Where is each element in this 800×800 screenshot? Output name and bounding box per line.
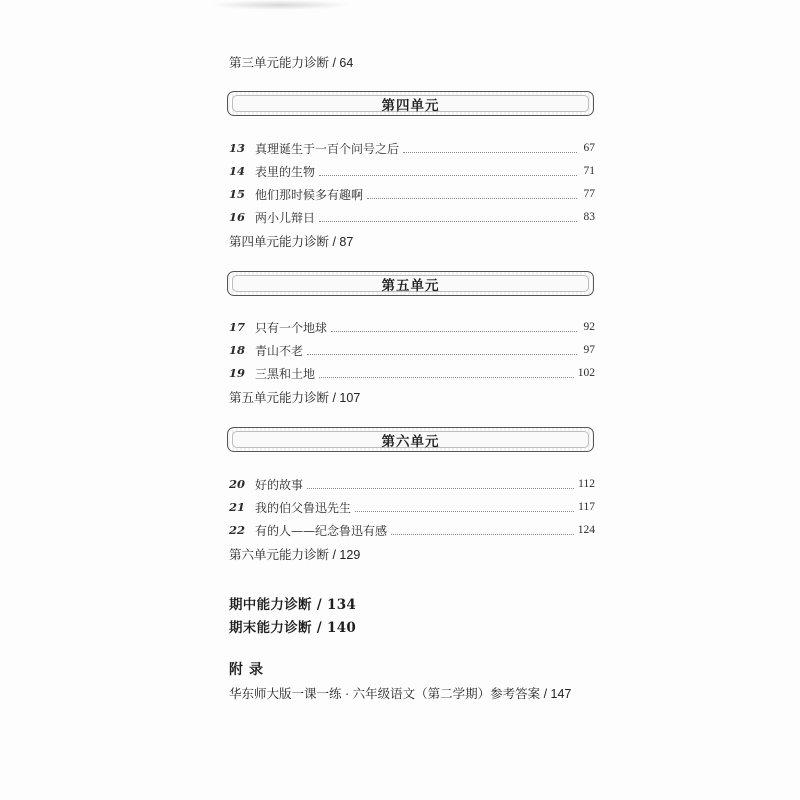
lesson-page-number: 124 bbox=[577, 524, 595, 536]
lesson-number: 17 bbox=[229, 320, 246, 334]
lesson-title: 好的故事 bbox=[255, 477, 304, 492]
lesson-number: 19 bbox=[229, 366, 246, 380]
dot-leader bbox=[307, 480, 574, 489]
lesson-number: 13 bbox=[229, 141, 246, 155]
answer-key-entry[interactable]: 华东师大版一课一练 · 六年级语文（第二学期）参考答案 / 147 bbox=[229, 687, 572, 701]
unit5-diagnosis-entry[interactable]: 第五单元能力诊断 / 107 bbox=[229, 391, 361, 405]
lesson-page-number: 102 bbox=[577, 367, 595, 379]
lesson-title: 只有一个地球 bbox=[255, 320, 328, 335]
lesson-page-number: 83 bbox=[583, 211, 595, 223]
unit4-diagnosis-entry[interactable]: 第四单元能力诊断 / 87 bbox=[229, 235, 354, 249]
lesson-page-number: 77 bbox=[583, 188, 595, 200]
lesson-title: 青山不老 bbox=[255, 343, 304, 358]
unit6-title: 第六单元 bbox=[381, 433, 440, 450]
lesson-15-entry[interactable] bbox=[229, 186, 595, 202]
lesson-20-entry[interactable] bbox=[229, 476, 595, 492]
lesson-title: 我的伯父鲁迅先生 bbox=[255, 500, 352, 515]
lesson-18-entry[interactable] bbox=[229, 342, 595, 358]
lesson-title: 真理诞生于一百个问号之后 bbox=[255, 141, 400, 156]
unit5-title: 第五单元 bbox=[381, 277, 440, 294]
scan-shadow bbox=[210, 0, 350, 10]
final-diagnosis-entry[interactable]: 期末能力诊断 / 140 bbox=[229, 620, 357, 636]
lesson-number: 21 bbox=[229, 500, 246, 514]
lesson-page-number: 117 bbox=[578, 501, 595, 513]
lesson-page-number: 97 bbox=[583, 344, 595, 356]
dot-leader bbox=[355, 503, 574, 512]
dot-leader bbox=[307, 346, 577, 355]
dot-leader bbox=[331, 323, 577, 332]
dot-leader bbox=[367, 190, 577, 199]
unit4-banner bbox=[227, 91, 594, 116]
lesson-13-entry[interactable] bbox=[229, 140, 595, 156]
lesson-title: 他们那时候多有趣啊 bbox=[255, 187, 364, 202]
unit6-banner bbox=[227, 427, 594, 452]
lesson-number: 14 bbox=[229, 164, 246, 178]
lesson-19-entry[interactable] bbox=[229, 365, 595, 381]
lesson-page-number: 67 bbox=[583, 142, 595, 154]
lesson-number: 20 bbox=[229, 477, 246, 491]
appendix-heading: 附录 bbox=[229, 662, 269, 678]
lesson-14-entry[interactable] bbox=[229, 163, 595, 179]
lesson-title: 两小儿辩日 bbox=[255, 210, 316, 225]
dot-leader bbox=[319, 213, 577, 222]
lesson-page-number: 112 bbox=[578, 478, 595, 490]
dot-leader bbox=[319, 167, 577, 176]
dot-leader bbox=[319, 369, 574, 378]
unit5-banner bbox=[227, 271, 594, 296]
midterm-diagnosis-entry[interactable]: 期中能力诊断 / 134 bbox=[229, 597, 357, 613]
lesson-title: 表里的生物 bbox=[255, 164, 316, 179]
unit6-diagnosis-entry[interactable]: 第六单元能力诊断 / 129 bbox=[229, 548, 361, 562]
lesson-number: 15 bbox=[229, 187, 246, 201]
lesson-number: 18 bbox=[229, 343, 246, 357]
lesson-number: 22 bbox=[229, 523, 246, 537]
lesson-16-entry[interactable] bbox=[229, 209, 595, 225]
dot-leader bbox=[403, 144, 577, 153]
lesson-title: 有的人——纪念鲁迅有感 bbox=[255, 523, 388, 538]
unit4-title: 第四单元 bbox=[381, 97, 440, 114]
lesson-21-entry[interactable] bbox=[229, 499, 595, 515]
dot-leader bbox=[391, 526, 574, 535]
unit3-diagnosis-entry[interactable]: 第三单元能力诊断 / 64 bbox=[229, 56, 354, 70]
lesson-page-number: 71 bbox=[583, 165, 595, 177]
lesson-page-number: 92 bbox=[583, 321, 595, 333]
lesson-17-entry[interactable] bbox=[229, 319, 595, 335]
lesson-title: 三黑和土地 bbox=[255, 366, 316, 381]
lesson-22-entry[interactable] bbox=[229, 522, 595, 538]
lesson-number: 16 bbox=[229, 210, 246, 224]
